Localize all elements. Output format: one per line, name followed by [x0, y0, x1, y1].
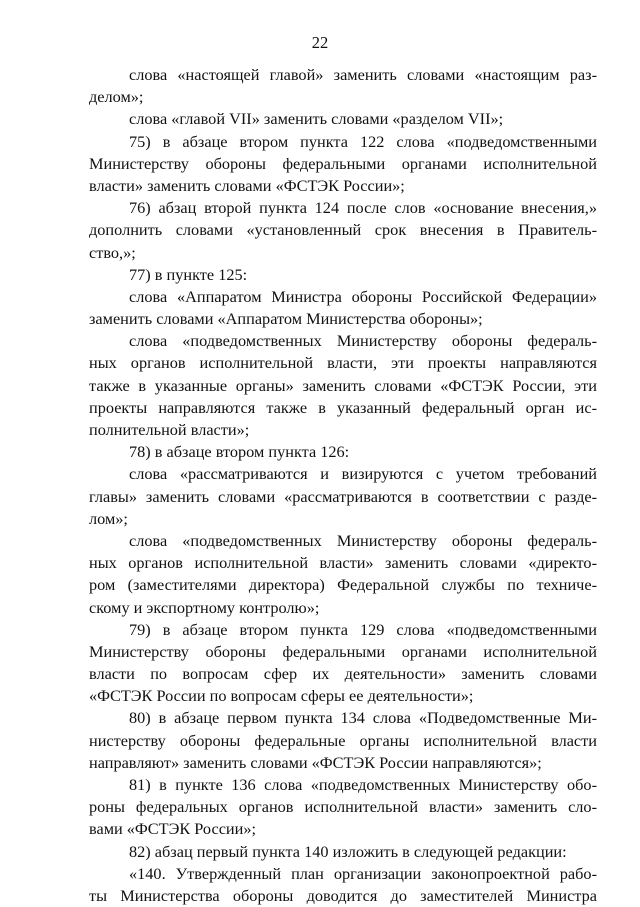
- text-line: также в указанные органы» заменить словами «ФСТЭК России, эти: [89, 375, 597, 395]
- text-line: Министерству обороны федеральными органами исполнительной: [89, 153, 597, 173]
- text-line: слова «настоящей главой» заменить словами «настоящим раз-: [129, 65, 597, 84]
- text-line: 76) абзац второй пункта 124 после слов «основание внесения,»: [129, 198, 597, 218]
- text-line: проекты направляются также в указанный федеральный орган ис-: [89, 397, 597, 417]
- text-line: ных органов исполнительной власти» заменить словами «директо-: [89, 553, 597, 573]
- text-line: власти» заменить словами «ФСТЭК России»;: [89, 175, 405, 195]
- text-line: 79) в абзаце втором пункта 129 слова «подведомственными: [129, 619, 597, 639]
- text-line: 80) в абзаце первом пункта 134 слова «Подведомственные Ми-: [129, 708, 597, 728]
- text-line: главы» заменить словами «рассматриваются в соответствии с разде-: [89, 486, 597, 506]
- page-number: 22: [311, 33, 329, 52]
- text-line: полнительной власти»;: [89, 420, 250, 439]
- text-line: 82) абзац первый пункта 140 изложить в следующей редакции:: [129, 841, 567, 861]
- text-line: Министерству обороны федеральными органами исполнительной: [89, 641, 597, 661]
- text-line: скому и экспортному контролю»;: [89, 597, 320, 617]
- text-line: вами «ФСТЭК России»;: [89, 819, 257, 839]
- text-line: ром (заместителями директора) Федеральной службы по техниче-: [89, 575, 597, 595]
- text-line: ты Министерства обороны доводится до заместителей Министра: [89, 885, 597, 905]
- text-line: дополнить словами «установленный срок внесения в Правитель-: [89, 220, 597, 240]
- text-line: слова «подведомственных Министерству обороны федераль-: [129, 530, 597, 550]
- text-line: слова «Аппаратом Министра обороны Российской Федерации»: [129, 286, 597, 306]
- text-line: власти по вопросам сфер их деятельности» заменить словами: [89, 664, 597, 684]
- text-line: делом»;: [89, 87, 144, 107]
- text-line: «ФСТЭК России по вопросам сферы ее деятельности»;: [89, 686, 474, 706]
- text-line: слова «главой VII» заменить словами «разделом VII»;: [129, 109, 504, 129]
- text-line: ство,»;: [89, 242, 136, 262]
- text-line: направляют» заменить словами «ФСТЭК России направляются»;: [89, 752, 542, 772]
- text-line: заменить словами «Аппаратом Министерства обороны»;: [89, 309, 483, 329]
- text-line: 75) в абзаце втором пункта 122 слова «подведомственными: [129, 131, 597, 151]
- text-line: слова «рассматриваются и визируются с учетом требований: [129, 464, 597, 484]
- text-line: нистерству обороны федеральные органы исполнительной власти: [89, 730, 597, 750]
- text-line: 81) в пункте 136 слова «подведомственных Министерству обо-: [129, 775, 597, 794]
- text-line: слова «подведомственных Министерству обороны федераль-: [129, 331, 597, 351]
- text-line: 78) в абзаце втором пункта 126:: [129, 442, 350, 462]
- text-line: лом»;: [89, 508, 128, 528]
- text-line: «140. Утвержденный план организации законопроектной рабо-: [129, 863, 597, 883]
- text-line: 77) в пункте 125:: [129, 264, 248, 284]
- text-line: ных органов исполнительной власти, эти проекты направляются: [89, 353, 597, 373]
- text-line: роны федеральных органов исполнительной власти» заменить сло-: [89, 797, 597, 817]
- document-body: [89, 64, 597, 907]
